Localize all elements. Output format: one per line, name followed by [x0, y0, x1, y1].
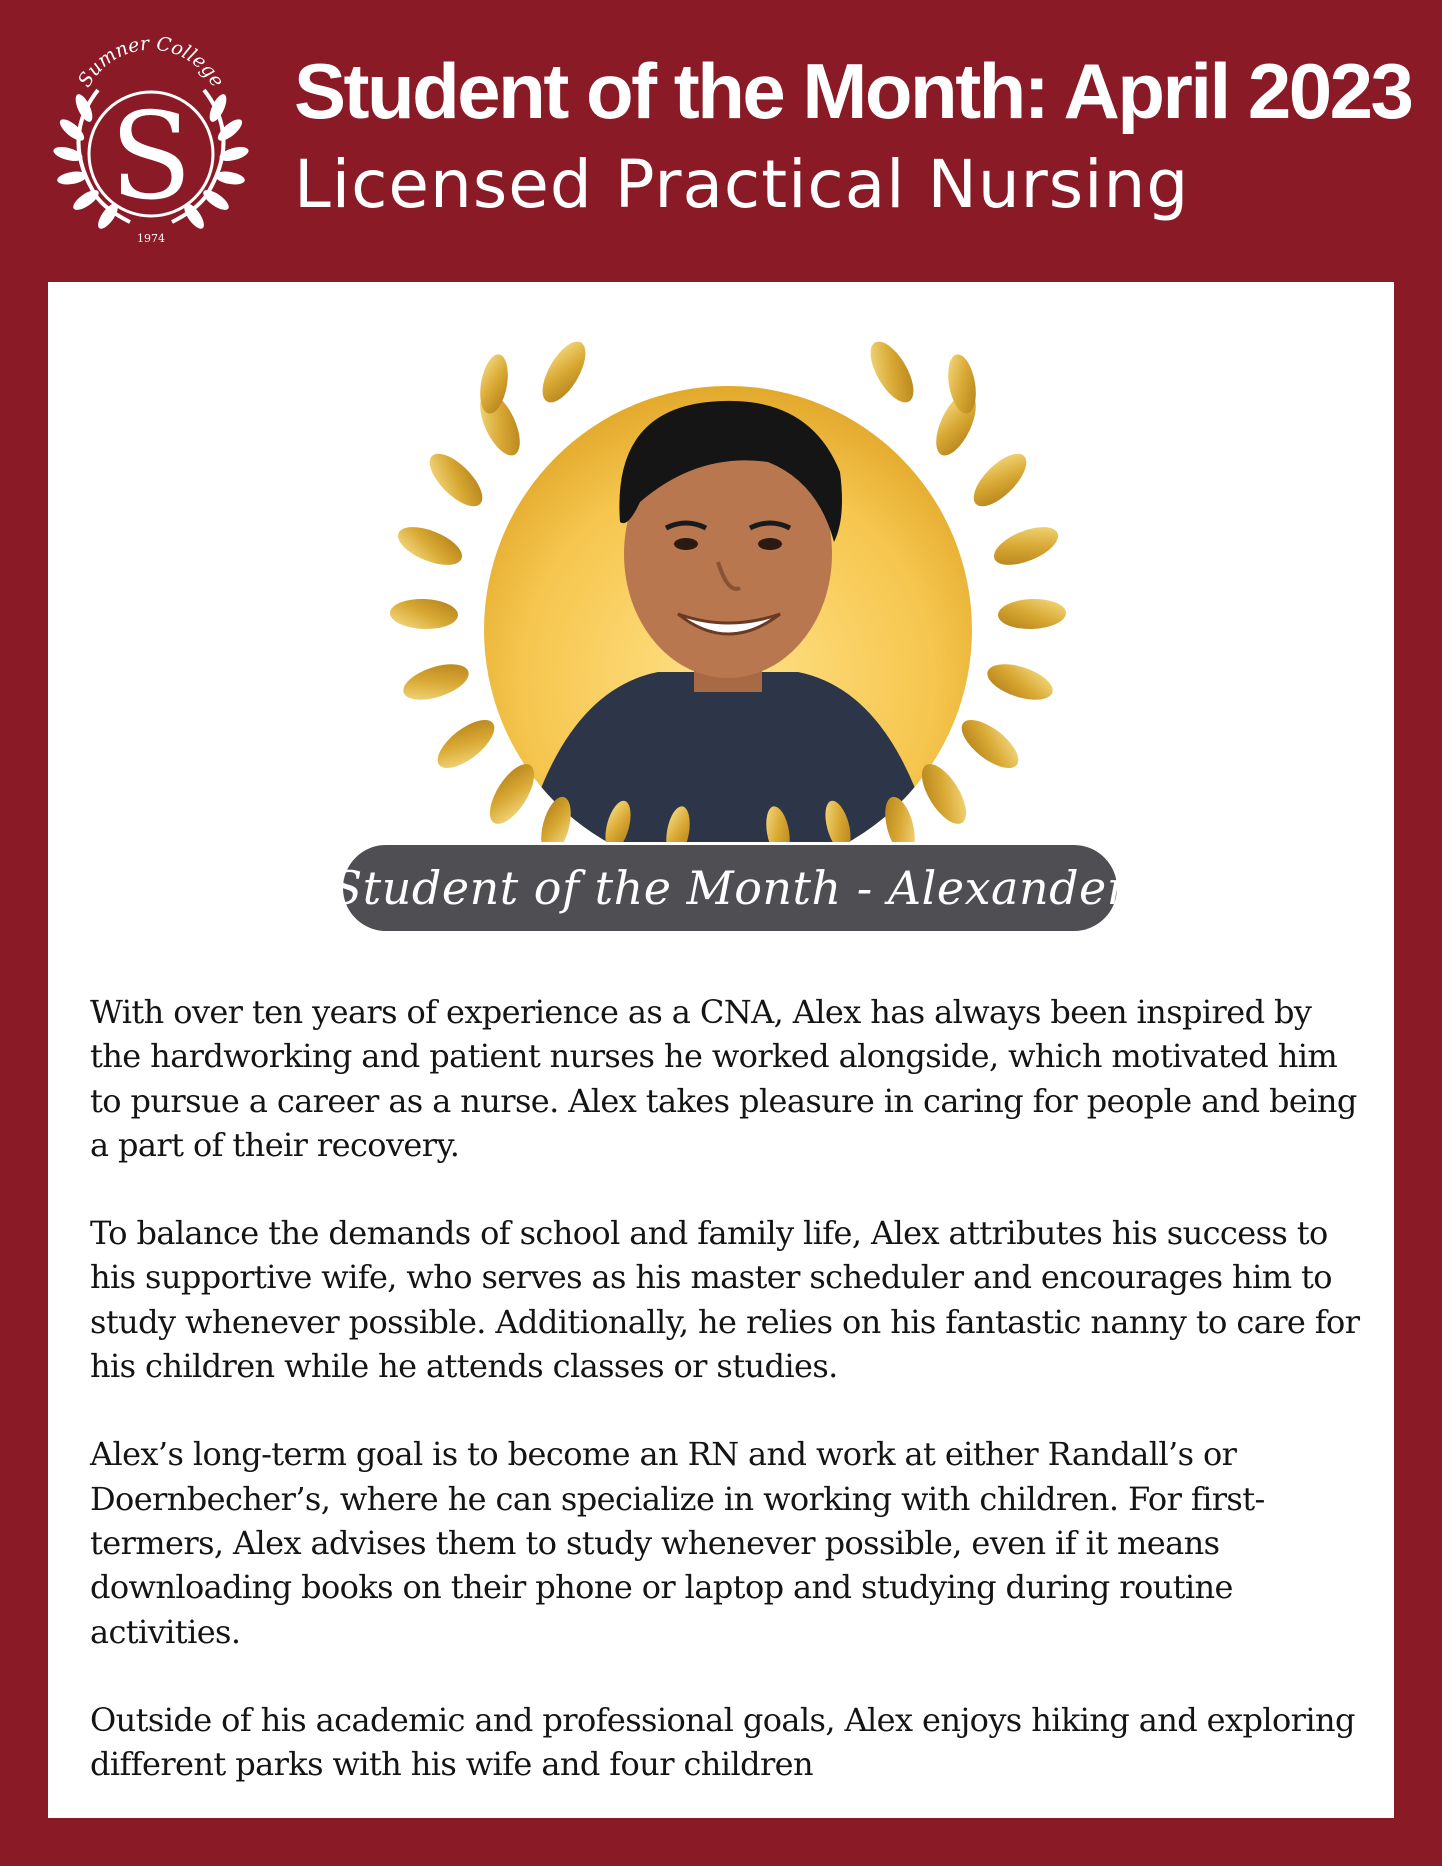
logo-year: 1974 [137, 232, 165, 245]
header [0, 0, 1442, 282]
paragraph-experience: With over ten years of experience as a CNA, Alex has always been inspired by the hardworking and patient nurses he worked alongside, which motivated him to pursue a career as a nurse. Alex takes pleasure in caring for people and being a part of their recovery. [90, 993, 1357, 1164]
student-portrait-icon [388, 332, 1068, 862]
paragraph-goals: Alex’s long-term goal is to become an RN and work at either Randall’s or Doernbecher’s, where he can specialize in working with children. For first-termers, Alex advises them to study whenever possible, even if it means downloading books on their phone or laptop and studying during routine activities. [90, 1435, 1265, 1651]
article-body [90, 990, 1360, 1830]
sumner-college-logo [44, 26, 258, 248]
paragraph-hobbies: Outside of his academic and professional goals, Alex enjoys hiking and exploring different parks with his wife and four children [90, 1700, 1355, 1784]
logo-letter: S [109, 88, 193, 227]
page-subtitle: Licensed Practical Nursing [294, 146, 1190, 223]
content-card [48, 282, 1394, 1818]
svg-text:Sumner College [74, 33, 229, 91]
student-banner-text: Student of the Month - Alexander [330, 861, 1130, 915]
logo-arc-text: Sumner College [73, 32, 229, 91]
page-title: Student of the Month: April 2023 [294, 47, 1412, 135]
student-banner [330, 842, 1130, 934]
paragraph-balance: To balance the demands of school and family life, Alex attributes his success to his supportive wife, who serves as his master scheduler and encourages him to study whenever possible. Additionally, he relies on his fantastic nanny to care for his children while he attends classes or studies. [90, 1214, 1360, 1386]
